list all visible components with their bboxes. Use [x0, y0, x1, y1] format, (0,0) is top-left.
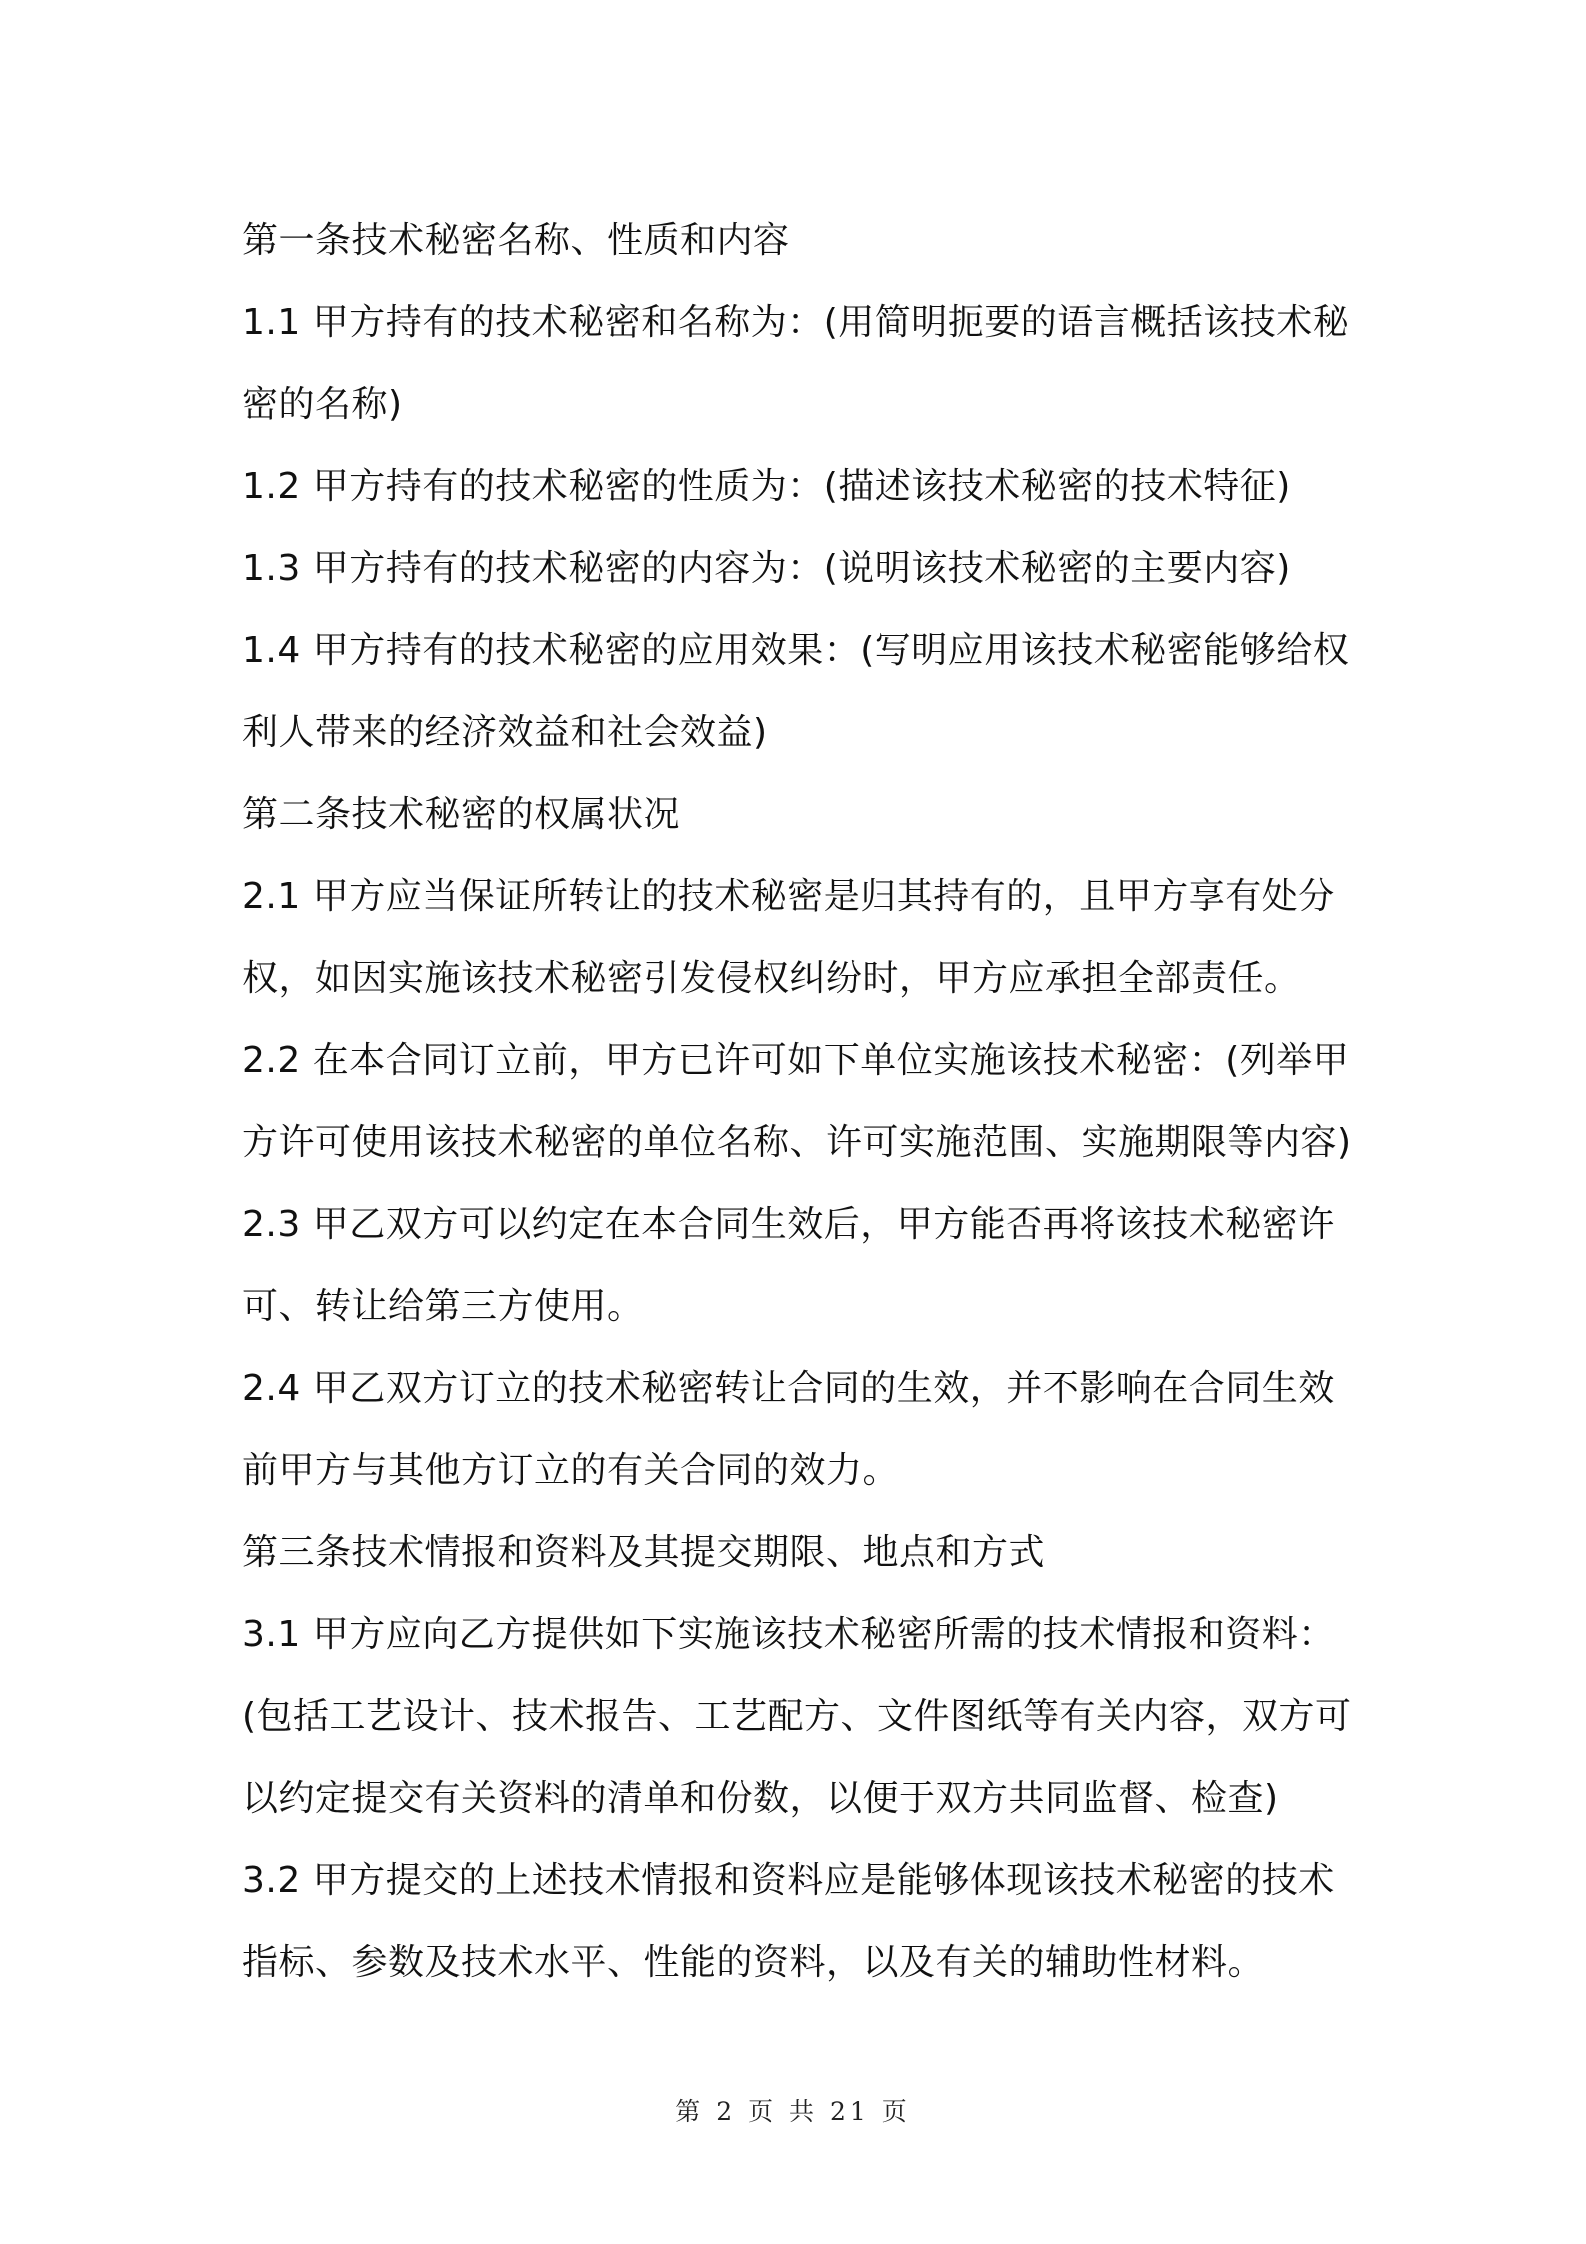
clause-1-3: 1.3 甲方持有的技术秘密的内容为：(说明该技术秘密的主要内容) [242, 548, 1291, 589]
document-body [242, 200, 1362, 2004]
clause-3-2: 3.2 甲方提交的上述技术情报和资料应是能够体现该技术秘密的技术指标、参数及技术水平、性能的资料，以及有关的辅助性材料。 [242, 1860, 1335, 1983]
clause-1-2: 1.2 甲方持有的技术秘密的性质为：(描述该技术秘密的技术特征) [242, 466, 1291, 507]
article-2-heading: 第二条技术秘密的权属状况 [242, 794, 681, 835]
clause-1-4: 1.4 甲方持有的技术秘密的应用效果：(写明应用该技术秘密能够给权利人带来的经济效益和社会效益) [242, 630, 1350, 753]
clause-3-1: 3.1 甲方应向乙方提供如下实施该技术秘密所需的技术情报和资料：(包括工艺设计、技术报告、工艺配方、文件图纸等有关内容，双方可以约定提交有关资料的清单和份数，以便于双方共同监督、检查) [242, 1614, 1352, 1819]
clause-2-2: 2.2 在本合同订立前，甲方已许可如下单位实施该技术秘密：(列举甲方许可使用该技术秘密的单位名称、许可实施范围、实施期限等内容) [242, 1040, 1352, 1163]
clause-1-1: 1.1 甲方持有的技术秘密和名称为：(用简明扼要的语言概括该技术秘密的名称) [242, 302, 1350, 425]
page-number-footer: 第 2 页 共 21 页 [675, 2097, 911, 2126]
clause-2-3: 2.3 甲乙双方可以约定在本合同生效后，甲方能否再将该技术秘密许可、转让给第三方使用。 [242, 1204, 1335, 1327]
clause-2-4: 2.4 甲乙双方订立的技术秘密转让合同的生效，并不影响在合同生效前甲方与其他方订立的有关合同的效力。 [242, 1368, 1335, 1491]
article-3-heading: 第三条技术情报和资料及其提交期限、地点和方式 [242, 1532, 1046, 1573]
article-1-heading: 第一条技术秘密名称、性质和内容 [242, 220, 790, 261]
clause-2-1: 2.1 甲方应当保证所转让的技术秘密是归其持有的，且甲方享有处分权，如因实施该技术秘密引发侵权纠纷时，甲方应承担全部责任。 [242, 876, 1335, 999]
